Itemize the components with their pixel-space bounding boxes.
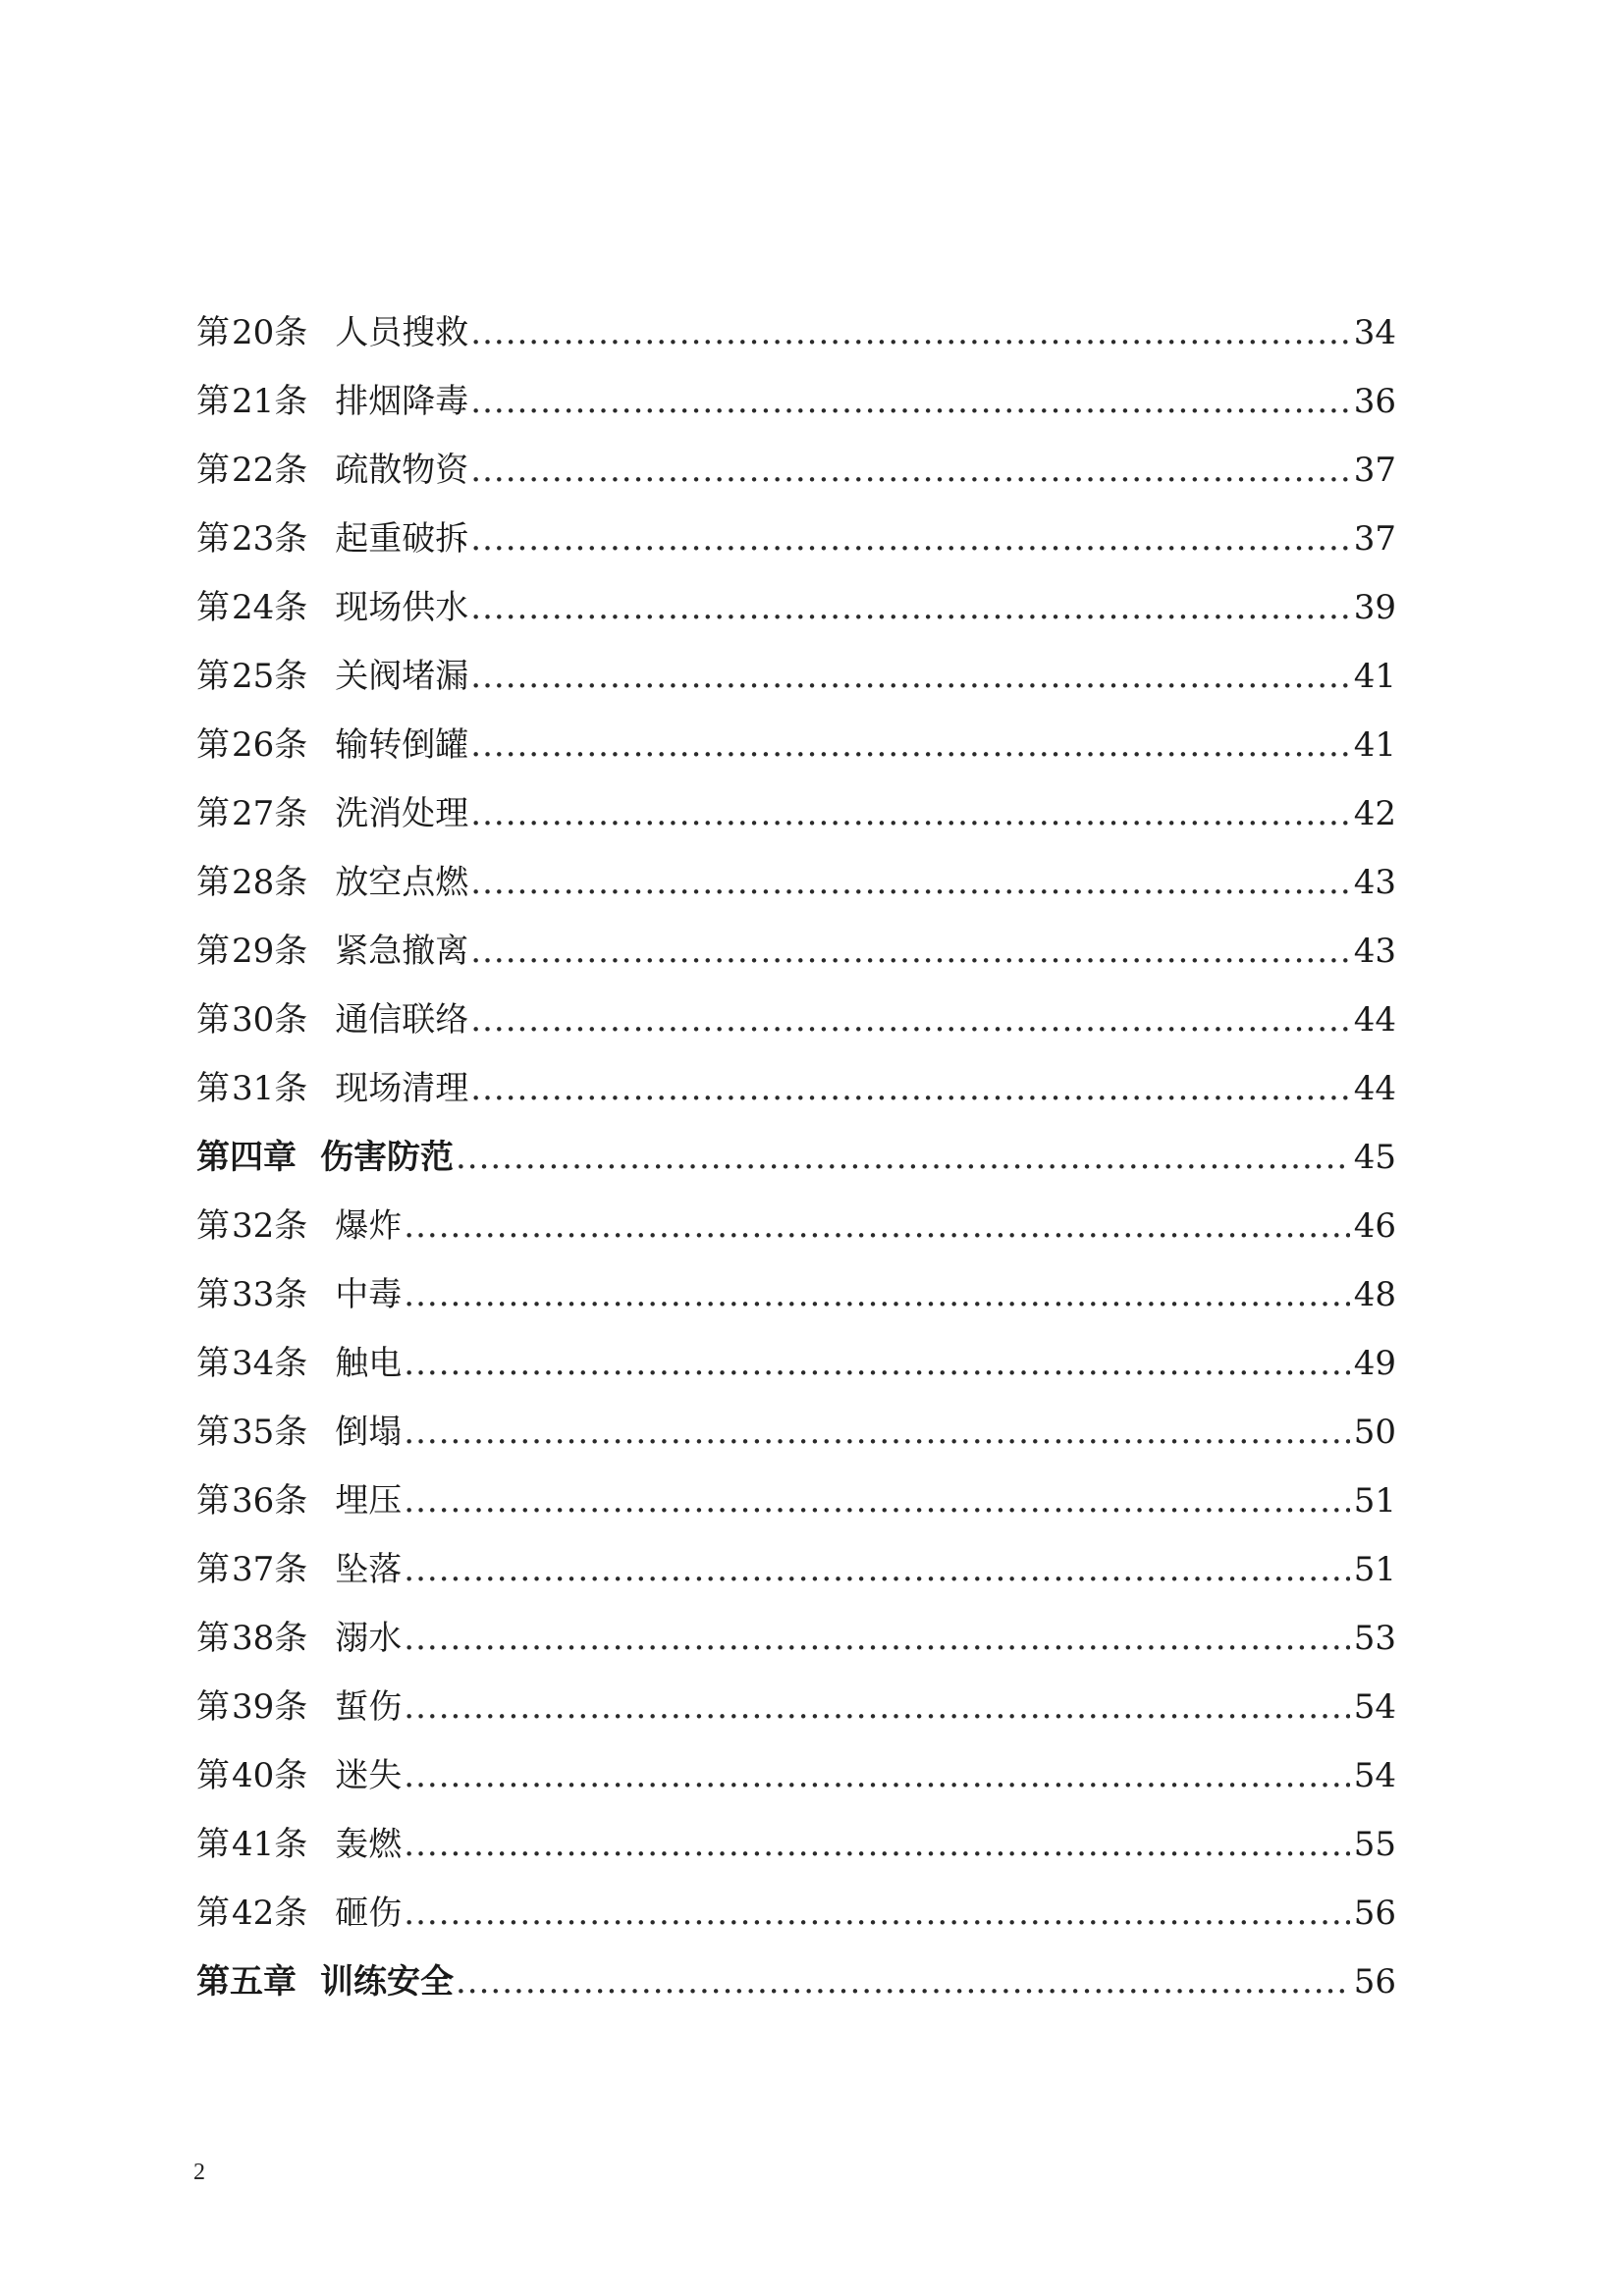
toc-entry-article-39[interactable]: 第39条 蜇伤 ..... 54 (196, 1673, 1396, 1741)
toc-entry-chapter-5[interactable] (196, 1948, 1396, 2016)
toc-entry-title: 倒塌 (335, 1413, 403, 1452)
toc-entry-title: 砸伤 (335, 1894, 403, 1933)
toc-entry-title: 紧急撤离 (335, 932, 469, 971)
toc-entry-title: 蜇伤 (335, 1687, 403, 1727)
dot-leader (456, 1123, 1350, 1192)
dot-leader (470, 436, 1349, 505)
dot-leader (470, 573, 1349, 642)
toc-entry-article-25[interactable]: 第25条 关阀堵漏 ..... 41 (196, 642, 1396, 711)
dot-leader (404, 1260, 1349, 1329)
toc-entry-article-30[interactable]: 第30条 通信联络 ..... 44 (196, 986, 1396, 1054)
toc-entry-article-24[interactable]: 第24条 现场供水 ..... 39 (196, 573, 1396, 642)
dot-leader (404, 1329, 1349, 1398)
toc-entry-article-34[interactable]: 第34条 触电 ..... 49 (196, 1329, 1396, 1398)
toc-entry-title: 现场供水 (335, 588, 469, 627)
toc-page-ref: 41 (1353, 657, 1396, 696)
page-number: 2 (193, 2160, 205, 2185)
toc-entry-article-28[interactable]: 第28条 放空点燃 ..... 43 (196, 848, 1396, 917)
toc-entry-title: 轰燃 (335, 1825, 403, 1864)
toc-entry-article-38[interactable]: 第38条 溺水 ..... 53 (196, 1604, 1396, 1673)
toc-entry-article-33[interactable]: 第33条 中毒 ..... 48 (196, 1260, 1396, 1329)
toc-entry-title: 中毒 (335, 1275, 403, 1314)
toc-page-ref: 53 (1353, 1619, 1396, 1658)
dot-leader (470, 848, 1349, 917)
toc-entry-article-29[interactable]: 第29条 紧急撤离 ..... 43 (196, 917, 1396, 986)
toc-entry-article-31[interactable]: 第31条 现场清理 ..... 44 (196, 1054, 1396, 1123)
toc-entry-article-22[interactable]: 第22条 疏散物资 ..... 37 (196, 436, 1396, 505)
dot-leader (404, 1810, 1349, 1879)
dot-leader (470, 711, 1349, 779)
dot-leader (404, 1604, 1349, 1673)
toc-entry-title: 通信联络 (335, 1000, 469, 1040)
dot-leader (404, 1535, 1349, 1604)
toc-page-ref: 54 (1353, 1756, 1396, 1795)
toc-page-ref: 55 (1353, 1825, 1396, 1864)
toc-entry-title: 坠落 (335, 1550, 403, 1589)
dot-leader (470, 779, 1349, 848)
toc-page-ref: 48 (1353, 1275, 1396, 1314)
toc-page-ref: 43 (1353, 932, 1396, 971)
toc-page-ref: 43 (1353, 863, 1396, 902)
toc-entry-title: 放空点燃 (335, 863, 469, 902)
toc-chapter-label: 第四章 (196, 1138, 297, 1177)
table-of-contents (196, 298, 1396, 2016)
toc-entry-article-23[interactable]: 第23条 起重破拆 ..... 37 (196, 505, 1396, 573)
toc-page-ref: 42 (1353, 794, 1396, 833)
toc-entry-article-37[interactable]: 第37条 坠落 ..... 51 (196, 1535, 1396, 1604)
toc-page-ref: 54 (1353, 1687, 1396, 1727)
toc-entry-title: 爆炸 (335, 1206, 403, 1246)
toc-page-ref: 44 (1353, 1069, 1396, 1108)
toc-entry-title: 现场清理 (335, 1069, 469, 1108)
toc-page-ref: 49 (1353, 1344, 1396, 1383)
toc-entry-title: 人员搜救 (335, 313, 469, 352)
toc-page-ref: 51 (1353, 1481, 1396, 1521)
dot-leader (470, 642, 1349, 711)
dot-leader (404, 1879, 1349, 1948)
toc-entry-title: 伤害防范 (320, 1138, 454, 1177)
toc-entry-title: 排烟降毒 (335, 382, 469, 421)
toc-entry-article-42[interactable]: 第42条 砸伤 ..... 56 (196, 1879, 1396, 1948)
toc-entry-title: 溺水 (335, 1619, 403, 1658)
dot-leader (470, 986, 1349, 1054)
dot-leader (470, 298, 1349, 367)
toc-entry-chapter-4[interactable] (196, 1123, 1396, 1192)
toc-entry-title: 疏散物资 (335, 451, 469, 490)
toc-page-ref: 56 (1353, 1962, 1396, 2002)
toc-entry-article-35[interactable]: 第35条 倒塌 ..... 50 (196, 1398, 1396, 1467)
toc-entry-title: 洗消处理 (335, 794, 469, 833)
toc-entry-article-21[interactable]: 第21条 排烟降毒 ..... 36 (196, 367, 1396, 436)
dot-leader (404, 1467, 1349, 1535)
toc-entry-article-20[interactable]: 第20条 人员搜救 ..... 34 (196, 298, 1396, 367)
toc-entry-article-36[interactable]: 第36条 埋压 ..... 51 (196, 1467, 1396, 1535)
dot-leader (456, 1948, 1350, 2016)
toc-page-ref: 34 (1353, 313, 1396, 352)
toc-entry-title: 训练安全 (320, 1962, 454, 2002)
dot-leader (470, 917, 1349, 986)
toc-page-ref: 37 (1353, 451, 1396, 490)
toc-page-ref: 39 (1353, 588, 1396, 627)
toc-entry-article-26[interactable]: 第26条 输转倒罐 ..... 41 (196, 711, 1396, 779)
toc-entry-title: 关阀堵漏 (335, 657, 469, 696)
toc-entry-article-41[interactable]: 第41条 轰燃 ..... 55 (196, 1810, 1396, 1879)
toc-page-ref: 51 (1353, 1550, 1396, 1589)
toc-page-ref: 36 (1353, 382, 1396, 421)
toc-entry-title: 输转倒罐 (335, 725, 469, 765)
toc-entry-title: 起重破拆 (335, 519, 469, 559)
toc-page-ref: 46 (1353, 1206, 1396, 1246)
dot-leader (404, 1673, 1349, 1741)
toc-entry-article-27[interactable]: 第27条 洗消处理 ..... 42 (196, 779, 1396, 848)
toc-page-ref: 45 (1353, 1138, 1396, 1177)
toc-entry-article-40[interactable]: 第40条 迷失 ..... 54 (196, 1741, 1396, 1810)
dot-leader (404, 1741, 1349, 1810)
dot-leader (470, 1054, 1349, 1123)
dot-leader (470, 367, 1349, 436)
toc-page-ref: 41 (1353, 725, 1396, 765)
toc-chapter-label: 第五章 (196, 1962, 297, 2002)
toc-page-ref: 37 (1353, 519, 1396, 559)
toc-page-ref: 44 (1353, 1000, 1396, 1040)
toc-page-ref: 50 (1353, 1413, 1396, 1452)
toc-entry-title: 触电 (335, 1344, 403, 1383)
toc-entry-article-32[interactable]: 第32条 爆炸 ..... 46 (196, 1192, 1396, 1260)
dot-leader (404, 1398, 1349, 1467)
dot-leader (404, 1192, 1349, 1260)
dot-leader (470, 505, 1349, 573)
toc-entry-title: 埋压 (335, 1481, 403, 1521)
toc-page-ref: 56 (1353, 1894, 1396, 1933)
toc-entry-title: 迷失 (335, 1756, 403, 1795)
